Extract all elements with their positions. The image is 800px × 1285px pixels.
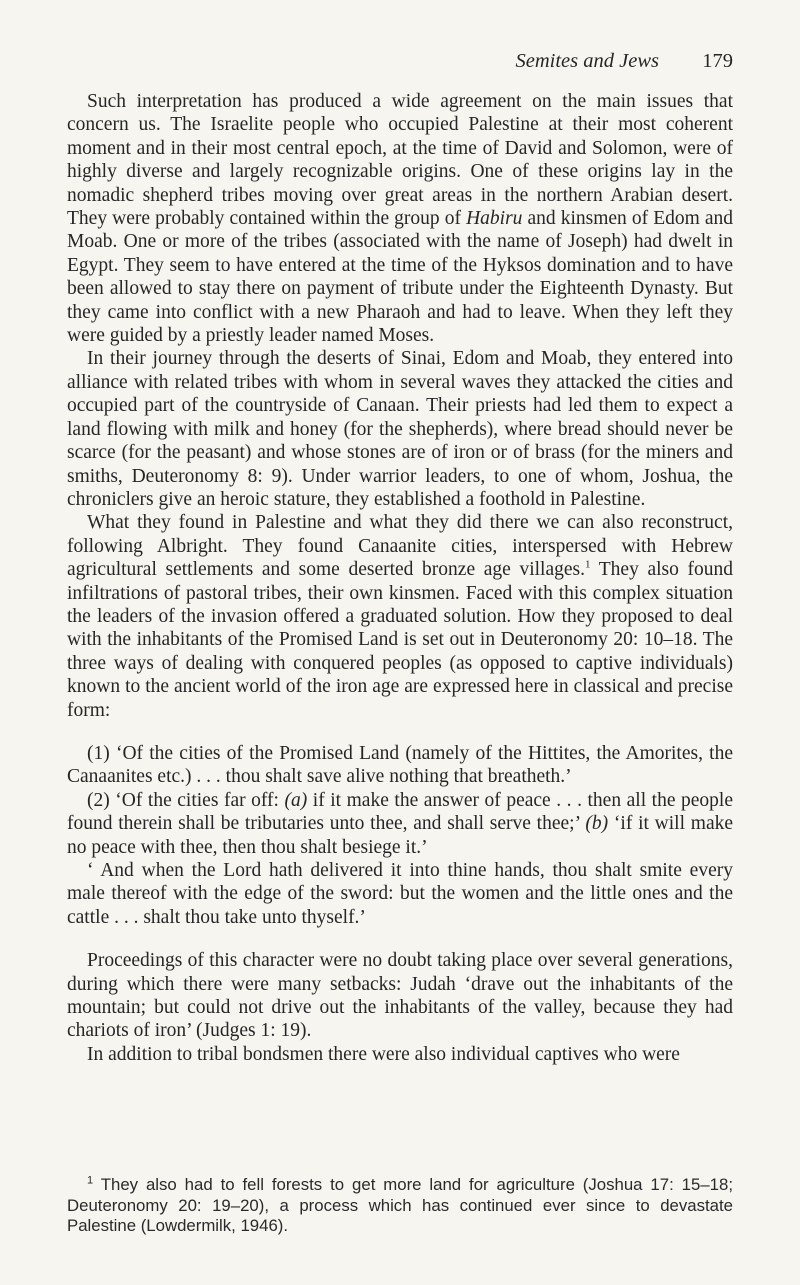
quote-item-1: (1) ‘Of the cities of the Promised Land (namely of the Hittites, the Amorites, the Canaanites etc.) . . . thou shalt save alive nothing that breatheth.’ (67, 742, 733, 788)
quote-item-3: ‘ And when the Lord hath delivered it into thine hands, thou shalt smite every male thereof with the edge of the sword: but the women and the little ones and the cattle . . . shalt thou take unto thyself.’ (67, 860, 733, 928)
quote-item-2-start: (2) ‘Of the cities far off: (87, 789, 279, 811)
paragraph-5: In addition to tribal bondsmen there were also individual captives who were (87, 1043, 680, 1065)
paragraph-1-text-end: and kinsmen of Edom and Moab. One or more of the tribes (associated with the name of Joseph) had dwelt in Egypt. They seem to have entered at the time of the Hyksos domination and to have been allowed to stay there on payment of tribute under the Eighteenth Dynasty. But they came into conflict with a new Pharaoh and had to leave. When they left they were guided by a priestly leader named Moses. (67, 208, 734, 347)
page-header (66, 47, 733, 77)
paragraph-3-text-end: They also found infiltrations of pastoral tribes, their own kinsmen. Faced with this complex situation the leaders of the invasion offered a graduated solution. How they proposed to deal with the inhabitants of the Promised Land is set out in Deuteronomy 20: 10–18. The three ways of dealing with conquered peoples (as opposed to captive individuals) known to the ancient world of the iron age are expressed here in classical and precise form: (67, 559, 733, 721)
quote-marker-b: (b) (585, 813, 609, 835)
quote-item-2-mid: if it make the answer of peace . . . then all the people found therein shall be tributaries unto thee, and shall serve thee;’ (67, 789, 734, 835)
paragraph-4: Proceedings of this character were no doubt taking place over several generations, during which there were many setbacks: Judah ‘drave out the inhabitants of the mountain; but could not drive out the inhabitants of the valley, because they had chariots of iron’ (Judges 1: 19). (67, 950, 733, 1042)
footnote-text: They also had to fell forests to get more land for agriculture (Joshua 17: 15–18; Deuteronomy 20: 19–20), a process which has continued ever since to devastate Palestine (Lowdermilk, 1946). (67, 1175, 733, 1235)
footnote (67, 1175, 733, 1237)
footnote-reference[interactable]: 1 (584, 558, 591, 571)
paragraph-3-text-start: What they found in Palestine and what they did there we can also reconstruct, following Albright. They found Canaanite cities, interspersed with Hebrew agricultural settlements and some deserted bronze age villages. (67, 512, 733, 581)
quote-item-2 (67, 789, 733, 859)
paragraph-1 (67, 90, 733, 347)
footnote-1 (67, 1175, 733, 1237)
deuteronomy-quotation (67, 742, 733, 929)
page-number: 179 (702, 50, 733, 72)
footnote-mark: 1 (87, 1174, 94, 1187)
paragraph-2: In their journey through the deserts of Sinai, Edom and Moab, they entered into alliance with related tribes with whom in several waves they attacked the cities and occupied part of the countryside of Canaan. Their priests had led them to expect a land flowing with milk and honey (for the shepherds), where bread should never be scarce (for the peasant) and whose stones are of iron or of brass (for the miners and smiths, Deuteronomy 8: 9). Under warrior leaders, to one of whom, Joshua, the chroniclers give an heroic stature, they established a foothold in Palestine. (67, 348, 733, 510)
habiru-term: Habiru (466, 208, 523, 230)
body-text (67, 90, 733, 1066)
paragraph-1-text-start: Such interpretation has produced a wide agreement on the main issues that concern us. The Israelite people who occupied Palestine at their most coherent moment and in their most central epoch, at the time of David and Solomon, were of highly diverse and largely recognizable origins. One of these origins lay in the nomadic shepherd tribes moving over great areas in the northern Arabian desert. They were probably contained within the group of (67, 91, 733, 230)
quote-item-2-end: ‘if it will make no peace with thee, then thou shalt besiege it.’ (67, 813, 734, 858)
running-head: Semites and Jews (515, 50, 659, 72)
paragraph-3 (67, 511, 733, 722)
quote-marker-a: (a) (284, 789, 308, 811)
